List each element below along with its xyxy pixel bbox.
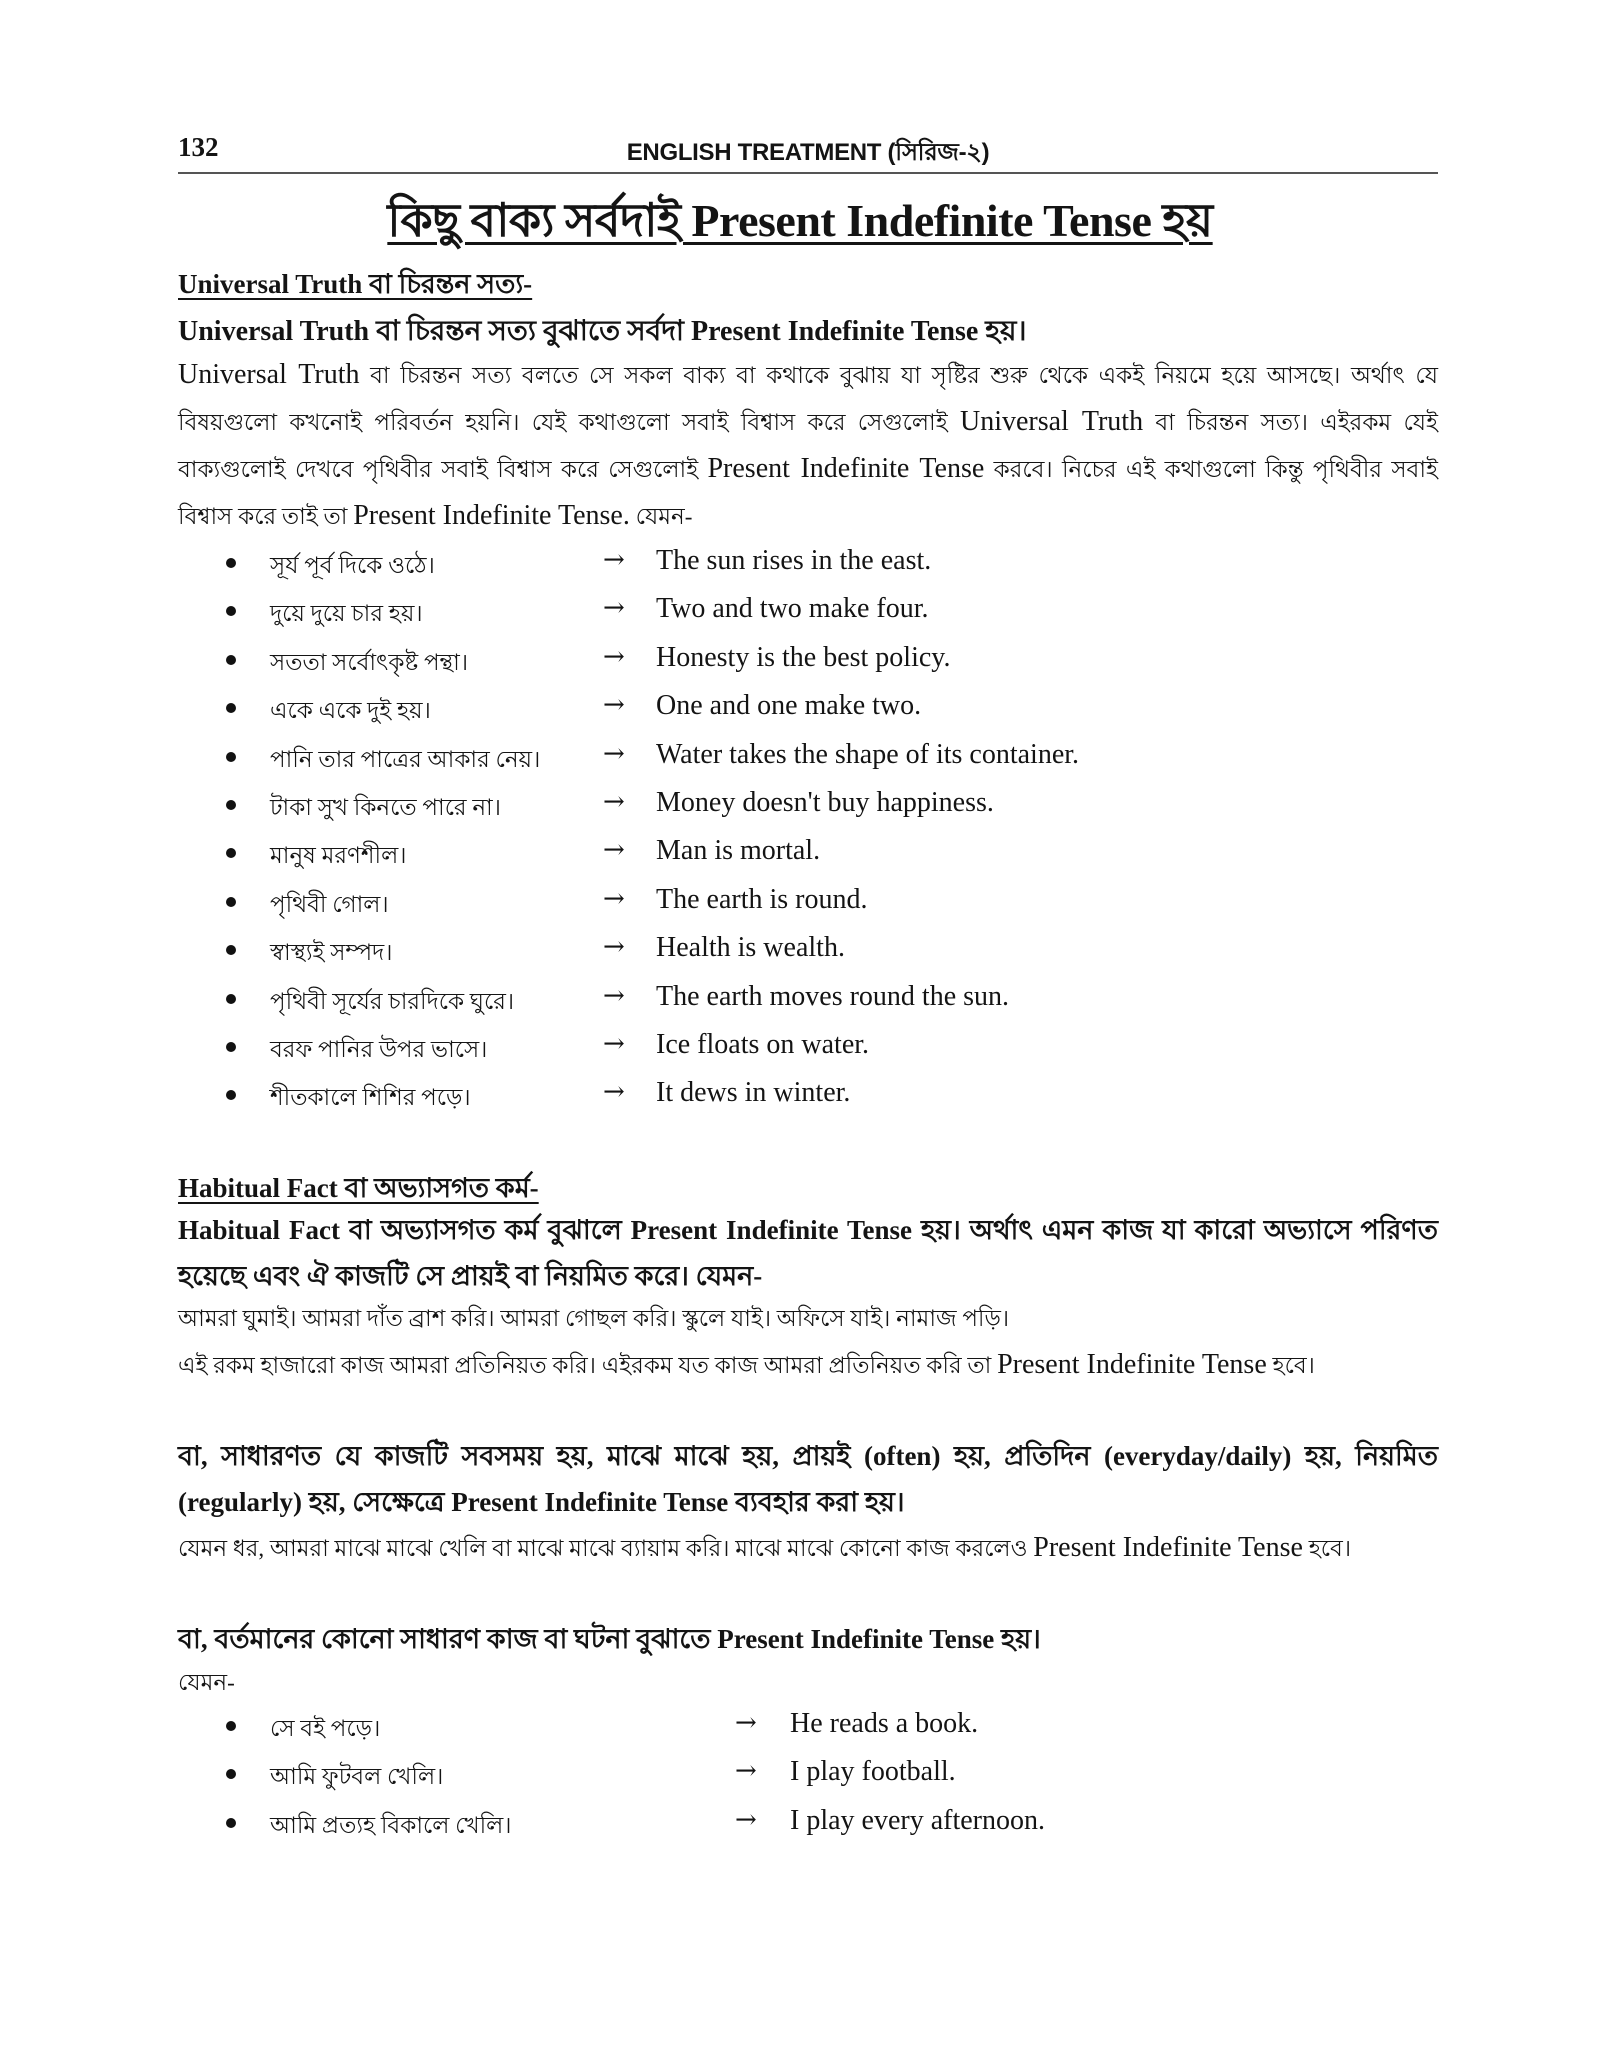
right-arrow-icon: → [603,738,625,769]
example-bangla: সততা সর্বোৎকৃষ্ট পন্থা। [270,649,469,675]
right-arrow-icon: → [603,690,625,721]
bangla-run: হবে। [1302,1536,1352,1561]
right-arrow-icon: → [603,545,625,575]
right-arrow-icon: → [603,883,625,914]
example-bangla: স্বাস্থ্যই সম্পদ। [270,940,393,966]
habitual-fact-paragraph-3 [178,1525,1438,1572]
header-rule [178,172,1438,174]
example-bangla: সূর্য পূর্ব দিকে ওঠে। [270,553,435,578]
example-bangla: দুয়ে দুয়ে চার হয়। [270,601,423,627]
bullet-icon [226,703,236,713]
bangla-run: যেমন- [629,504,693,529]
bullet-icon [226,848,236,858]
example-bangla: মানুষ মরণশীল। [270,843,407,869]
page-number: 132 [178,132,219,162]
right-arrow-icon: → [603,641,625,672]
english-run: Universal Truth [959,406,1144,437]
bullet-icon [226,994,236,1004]
example-bangla: পৃথিবী সূর্যের চারদিকে ঘুরে। [270,988,515,1014]
universal-truth-rule: Universal Truth বা চিরন্তন সত্য বুঝাতে সর্বদা Present Indefinite Tense হয়। [178,316,1027,347]
example-english: I play every afternoon. [790,1804,1045,1836]
bullet-icon [226,606,236,616]
right-arrow-icon: → [603,980,625,1011]
english-run: Present Indefinite Tense. [353,500,630,531]
example-item [178,1803,1438,1851]
right-arrow-icon: → [603,1028,625,1059]
example-item [178,882,1438,930]
example-bangla: পৃথিবী গোল। [270,891,389,917]
universal-truth-paragraph [178,352,1438,540]
page-title: কিছু বাক্য সর্বদাই Present Indefinite Tense হয় [387,195,1213,246]
example-english: He reads a book. [790,1708,979,1739]
universal-truth-heading: Universal Truth বা চিরন্তন সত্য- [178,269,533,299]
habitual-fact-paragraph-2 [178,1342,1438,1389]
example-bangla: পানি তার পাত্রের আকার নেয়। [270,746,541,772]
example-item [178,833,1438,881]
bullet-icon [226,1042,236,1052]
english-run: Present Indefinite Tense [997,1349,1267,1380]
running-title: ENGLISH TREATMENT (সিরিজ-২) [626,139,990,166]
habitual-fact-rule: Habitual Fact বা অভ্যাসগত কর্ম বুঝালে Present Indefinite Tense হয়। অর্থাৎ এমন কাজ যা কারো অভ্যাসে পরিণত হয়েছে এবং ঐ কাজটি সে প্রায়ই বা নিয়মিত করে। যেমন- [178,1215,1438,1291]
bullet-icon [226,1721,236,1731]
bangla-run: বা চিরন্তন সত্য। এইরকম যেই বাক্যগুলোই দেখবে পৃথিবীর সবাই বিশ্বাস করে সেগুলোই [178,410,1439,482]
habitual-fact-examples-line: আমরা ঘুমাই। আমরা দাঁত ব্রাশ করি। আমরা গোছল করি। স্কুলে যাই। অফিসে যাই। নামাজ পড়ি। [178,1306,1010,1331]
example-english: The earth is round. [656,883,868,915]
example-item [178,737,1438,785]
example-item [178,591,1438,639]
example-english: Two and two make four. [656,593,929,625]
example-english: The earth moves round the sun. [656,980,1010,1012]
bullet-icon [226,558,236,568]
right-arrow-icon: → [603,593,625,624]
example-item [178,1075,1438,1123]
example-item [178,785,1438,833]
example-english: Ice floats on water. [656,1028,870,1060]
right-arrow-icon: → [603,835,625,866]
page-title-container [0,186,1600,262]
bangla-run: বা চিরন্তন সত্য বলতে সে সকল বাক্য বা কথাকে বুঝায় যা সৃষ্টির শুরু থেকে একই নিয়মে হয়ে আসছে। অর্থাৎ যে বিষয়গুলো কখনোই পরিবর্তন হয়নি। যেই কথাগুলো সবাই বিশ্বাস করে সেগুলোই [178,363,1438,435]
example-english: Man is mortal. [656,835,821,867]
example-bangla: আমি প্রত্যহ বিকালে খেলি। [270,1812,512,1838]
right-arrow-icon: → [735,1756,757,1787]
habitual-fact-example-label: যেমন- [178,1670,235,1695]
bangla-run: হবে। [1266,1353,1315,1378]
right-arrow-icon: → [603,786,625,817]
bullet-icon [226,897,236,907]
example-bangla: টাকা সুখ কিনতে পারে না। [270,794,501,820]
example-english: The sun rises in the east. [656,545,932,576]
english-run: Universal Truth [178,359,360,390]
habitual-fact-rule-3: বা, বর্তমানের কোনো সাধারণ কাজ বা ঘটনা বুঝাতে Present Indefinite Tense হয়। [178,1624,1041,1654]
bullet-icon [226,945,236,955]
example-item [178,640,1438,688]
example-item [178,1706,1438,1754]
english-run: Present Indefinite Tense [1033,1532,1303,1563]
right-arrow-icon: → [735,1804,757,1835]
example-item [178,1027,1438,1075]
example-item [178,930,1438,978]
example-bangla: সে বই পড়ে। [270,1716,381,1741]
page-header [178,130,1438,172]
habitual-fact-examples [178,1706,1438,1851]
example-english: Health is wealth. [656,932,845,964]
bangla-run: করবে। নিচের এই কথাগুলো কিন্তু পৃথিবীর সবাই বিশ্বাস করে তাই তা [178,457,1438,529]
right-arrow-icon: → [735,1708,757,1738]
example-english: I play football. [790,1756,956,1788]
english-run: Present Indefinite Tense [707,453,985,484]
example-item [178,688,1438,736]
universal-truth-heading-block [178,264,1438,309]
example-item [178,1754,1438,1802]
example-english: Water takes the shape of its container. [656,738,1080,770]
example-english: One and one make two. [656,690,922,722]
example-bangla: বরফ পানির উপর ভাসে। [270,1036,488,1062]
right-arrow-icon: → [603,932,625,963]
example-bangla: শীতকালে শিশির পড়ে। [270,1085,471,1111]
bullet-icon [226,1769,236,1779]
example-item [178,543,1438,591]
habitual-fact-rule-2: বা, সাধারণত যে কাজটি সবসময় হয়, মাঝে মাঝে হয়, প্রায়ই (often) হয়, প্রতিদিন (everyday/daily) হয়, নিয়মিত (regularly) হয়, সেক্ষেত্রে Present Indefinite Tense ব্যবহার করা হয়। [178,1441,1438,1517]
example-english: Money doesn't buy happiness. [656,786,994,818]
bullet-icon [226,1818,236,1828]
example-english: It dews in winter. [656,1077,851,1109]
bullet-icon [226,800,236,810]
bullet-icon [226,655,236,665]
habitual-fact-heading: Habitual Fact বা অভ্যাসগত কর্ম- [178,1173,539,1203]
bangla-run: যেমন ধর, আমরা মাঝে মাঝে খেলি বা মাঝে মাঝে ব্যায়াম করি। মাঝে মাঝে কোনো কাজ করলেও [178,1536,1034,1561]
example-bangla: আমি ফুটবল খেলি। [270,1764,444,1790]
example-english: Honesty is the best policy. [656,641,951,673]
bullet-icon [226,752,236,762]
bangla-run: এই রকম হাজারো কাজ আমরা প্রতিনিয়ত করি। এইরকম যত কাজ আমরা প্রতিনিয়ত করি তা [178,1353,998,1378]
bullet-icon [226,1090,236,1100]
right-arrow-icon: → [603,1077,625,1108]
example-bangla: একে একে দুই হয়। [270,698,431,724]
example-item [178,979,1438,1027]
universal-truth-examples [178,543,1438,1124]
